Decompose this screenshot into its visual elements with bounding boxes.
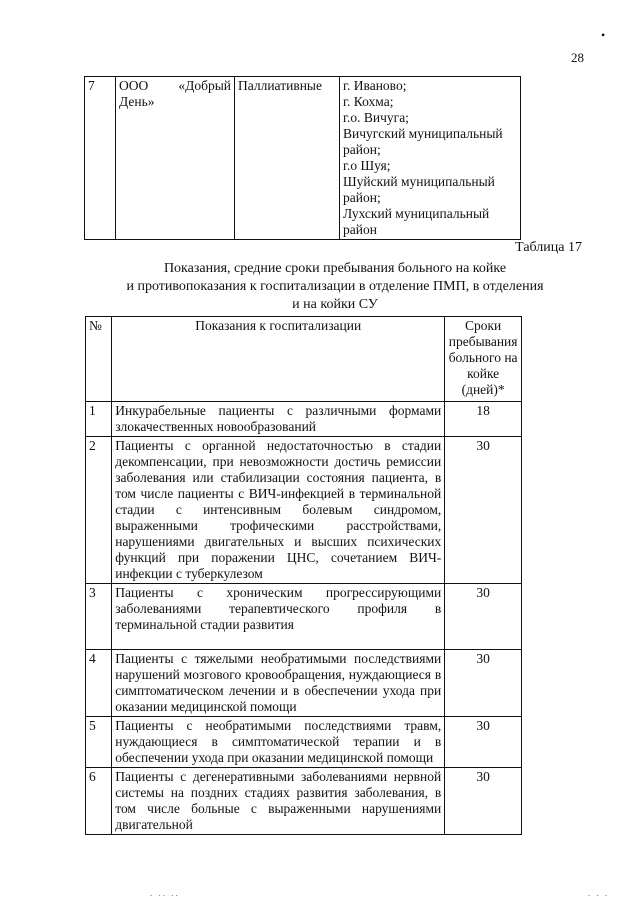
- org-part: «Добрый: [178, 78, 231, 93]
- table-title: [100, 260, 570, 314]
- table-row: [86, 650, 522, 717]
- location-item: Лухский муниципальный район: [343, 206, 490, 237]
- org-line: День»: [119, 94, 155, 109]
- row-indication: Пациенты с дегенеративными заболеваниями нервной системы на поздних стадиях развития заболевания, в том числе больные с выраженными нарушениями двигательной: [112, 768, 445, 835]
- row-number: 6: [86, 768, 112, 835]
- table-row: [86, 437, 522, 584]
- indications-table: [85, 316, 522, 835]
- row-indication: Пациенты с необратимыми последствиями травм, нуждающиеся в симптоматической терапии и в обеспечении ухода при оказании медицинской помощи: [112, 717, 445, 768]
- scan-artifact: . .. ..: [150, 888, 180, 898]
- table-row: [86, 584, 522, 650]
- location-item: г. Иваново;: [343, 78, 407, 93]
- row-number: 2: [86, 437, 112, 584]
- location-item: г.о Шуя;: [343, 158, 391, 173]
- table-row: [86, 717, 522, 768]
- table-row: [86, 402, 522, 437]
- row-days: 30: [445, 650, 522, 717]
- location-item: Вичугский муниципальный район;: [343, 126, 503, 157]
- location-item: г. Кохма;: [343, 94, 394, 109]
- location-item: г.о. Вичуга;: [343, 110, 409, 125]
- location-item: Шуйский муниципальный район;: [343, 174, 495, 205]
- row-indication: Инкурабельные пациенты с различными формами злокачественных новообразований: [112, 402, 445, 437]
- row-days: 30: [445, 768, 522, 835]
- row-days: 30: [445, 437, 522, 584]
- header-number: №: [86, 317, 112, 402]
- care-type-cell: Паллиативные: [235, 77, 340, 240]
- row-days: 30: [445, 717, 522, 768]
- locations-cell: [340, 77, 521, 240]
- scan-dot: •: [601, 28, 606, 42]
- row-number: 5: [86, 717, 112, 768]
- row-number: 1: [86, 402, 112, 437]
- row-number: 4: [86, 650, 112, 717]
- title-line: и противопоказания к госпитализации в отделение ПМП, в отделения: [126, 279, 544, 294]
- table-caption: Таблица 17: [515, 240, 582, 255]
- row-number: 3: [86, 584, 112, 650]
- table-row: [85, 77, 521, 240]
- row-indication: Пациенты с хроническим прогрессирующими заболеваниями терапевтического профиля в терминальной стадии развития: [112, 584, 445, 650]
- row-indication: Пациенты с тяжелыми необратимыми последствиями нарушений мозгового кровообращения, нуждающиеся в симптоматическом лечении и в обеспечении ухода при оказании медицинской помощи: [112, 650, 445, 717]
- row-number: 7: [85, 77, 116, 240]
- organization-cell: [116, 77, 235, 240]
- org-part: ООО: [119, 78, 149, 93]
- table-header-row: [86, 317, 522, 402]
- title-line: Показания, средние сроки пребывания больного на койке: [163, 261, 507, 276]
- continuation-table: [84, 76, 521, 240]
- table-row: [86, 768, 522, 835]
- row-indication: Пациенты с органной недостаточностью в стадии декомпенсации, при невозможности достичь ремиссии заболевания или стабилизации состояния пациента, в том числе пациенты с ВИЧ-инфекцией в терминальной стадии с интенсивным болевым синдромом, выраженными трофическими расстройствами, нарушениями двигательных и высших психических функций при поражении ЦНС, сочетанием ВИЧ-инфекции с туберкулезом: [112, 437, 445, 584]
- title-line: и на койки СУ: [292, 297, 378, 312]
- row-days: 18: [445, 402, 522, 437]
- scan-artifact: . . .: [588, 888, 610, 898]
- row-days: 30: [445, 584, 522, 650]
- page-number: 28: [571, 50, 584, 65]
- header-indication: Показания к госпитализации: [112, 317, 445, 402]
- header-days: Сроки пребывания больного на койке (дней)*: [445, 317, 522, 402]
